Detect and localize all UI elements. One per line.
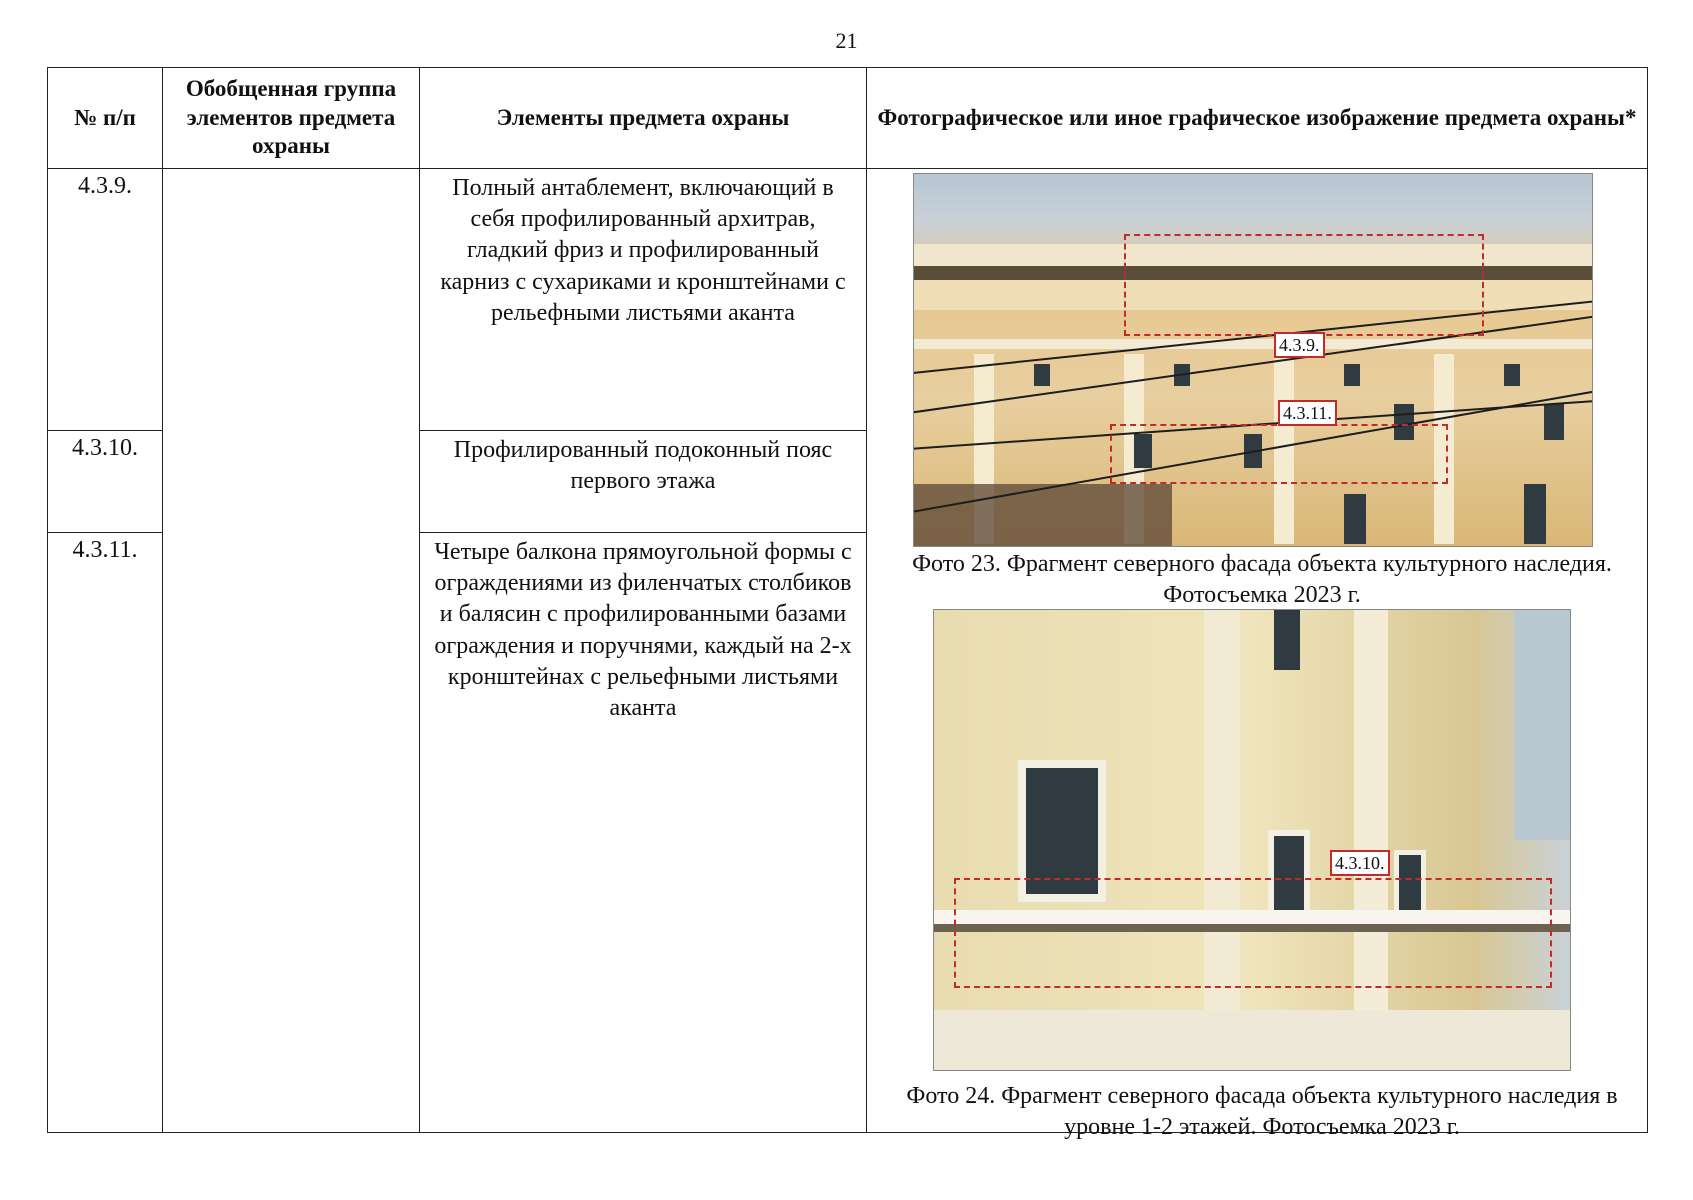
header-elements: Элементы предмета охраны [420,68,867,169]
header-group: Обобщенная группа элементов предмета охраны [163,68,420,169]
marker-4-3-9: 4.3.9. [1274,332,1325,358]
row-element: Профилированный подоконный пояс первого этажа [420,431,867,533]
row-num: 4.3.10. [48,431,163,533]
table-row [48,169,1648,431]
row-group [163,169,420,1133]
protection-table [47,67,1648,1141]
photo-24-caption: Фото 24. Фрагмент северного фасада объекта культурного наследия в уровне 1-2 этажей. Фотосъемка 2023 г. [906,1083,1618,1141]
row-num: 4.3.11. [48,533,163,1133]
marker-frame-4-3-11 [1110,424,1448,484]
marker-4-3-11: 4.3.11. [1278,400,1337,426]
header-image: Фотографическое или иное графическое изображение предмета охраны* [867,68,1648,169]
photo-24 [933,609,1571,1071]
header-num: № п/п [48,68,163,169]
table-header-row [48,68,1648,169]
row-num: 4.3.9. [48,169,163,431]
marker-frame-4-3-9 [1124,234,1484,336]
row-element: Четыре балкона прямоугольной формы с ограждениями из филенчатых столбиков и балясин с профилированными базами ограждения и поручнями, каждый на 2-х кронштейнах с рельефными листьями аканта [420,533,867,1133]
photo-23 [913,173,1593,547]
row-element: Полный антаблемент, включающий в себя профилированный архитрав, гладкий фриз и профилированный карниз с сухариками и кронштейнами с рельефными листьями аканта [420,169,867,431]
photo-cell [867,169,1648,1141]
marker-4-3-10: 4.3.10. [1330,850,1390,876]
page-number: 21 [835,28,858,53]
photo-23-caption: Фото 23. Фрагмент северного фасада объекта культурного наследия. Фотосъемка 2023 г. [912,551,1612,609]
marker-frame-4-3-10 [954,878,1552,988]
